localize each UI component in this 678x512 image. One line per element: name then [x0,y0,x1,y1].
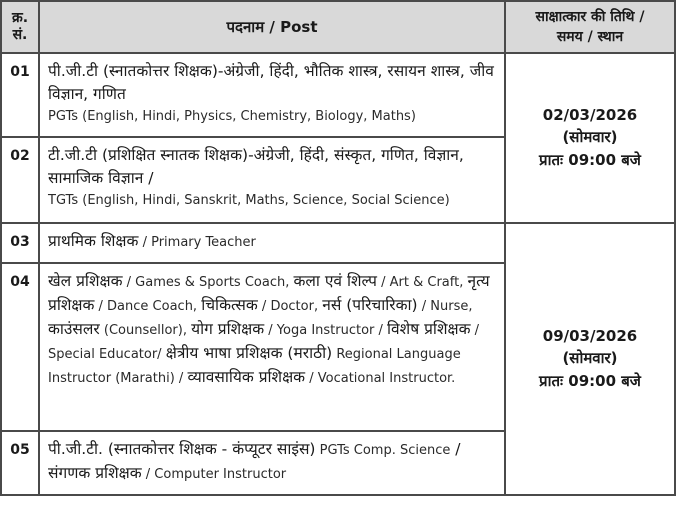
serial-number: 02 [1,137,39,223]
post-english: / Games & Sports Coach, [122,275,294,290]
post-hindi: टी.जी.टी (प्रशिक्षित स्नातक शिक्षक)-अंग्रेजी, हिंदी, संस्कृत, गणित, विज्ञान, सामाजिक विज्ञान / [48,146,464,187]
post-hindi: खेल प्रशिक्षक [48,272,123,290]
post-english: / Special Educator/ [48,323,480,362]
post-english: / Doctor, [257,299,323,314]
table-row [1,223,675,263]
post-english: TGTs (English, Hindi, Sanskrit, Maths, Science, Social Science) [48,193,450,208]
post-english: / Computer Instructor [141,467,287,482]
post-description [39,137,505,223]
header-serial-number [1,1,39,53]
interview-time: प्रातः 09:00 बजे [539,151,641,169]
header-post: पदनाम / Post [39,1,505,53]
post-hindi: / संगणक प्रशिक्षक [48,440,461,482]
post-hindi: व्यावसायिक प्रशिक्षक [187,368,306,386]
interview-date: 02/03/2026 [542,106,638,124]
post-english: Regional Language Instructor (Marathi) / [48,347,461,386]
interview-day: (सोमवार) [562,128,618,146]
header-serial-line-1: क्र. [11,10,29,26]
interview-time: प्रातः 09:00 बजे [539,372,641,390]
header-interview-date [505,1,675,53]
header-date-line-1: साक्षात्कार की तिथि / [535,9,645,25]
post-hindi: नर्स (परिचारिका) [322,296,418,314]
interview-schedule-cell [505,53,675,223]
table-row [1,53,675,137]
serial-number: 05 [1,431,39,495]
interview-date: 09/03/2026 [542,327,638,345]
post-hindi: कला एवं शिल्प [293,272,377,290]
post-description [39,431,505,495]
post-hindi: योग प्रशिक्षक [191,320,265,338]
post-hindi: नृत्य प्रशिक्षक [48,272,490,314]
table-header-row [1,1,675,53]
post-english: / Vocational Instructor. [305,371,456,386]
interview-schedule-cell [505,223,675,495]
post-hindi: विशेष प्रशिक्षक [387,320,471,338]
serial-number: 03 [1,223,39,263]
interview-day: (सोमवार) [562,349,618,367]
post-hindi: पी.जी.टी. (स्नातकोत्तर शिक्षक - कंप्यूटर साइंस) [48,440,316,458]
serial-number: 04 [1,263,39,431]
post-description [39,263,505,431]
post-description [39,53,505,137]
post-english: (Counsellor), [99,323,192,338]
header-serial-line-2: सं. [12,27,28,43]
post-hindi: चिकित्सक [201,296,258,314]
post-description [39,223,505,263]
post-english: / Yoga Instructor / [264,323,388,338]
post-english: / Primary Teacher [138,235,256,250]
post-hindi: क्षेत्रीय भाषा प्रशिक्षक (मराठी) [165,344,333,362]
post-hindi: पी.जी.टी (स्नातकोत्तर शिक्षक)-अंग्रेजी, हिंदी, भौतिक शास्त्र, रसायन शास्त्र, जीव विज्ञान, गणित [48,62,494,103]
post-english: / Dance Coach, [94,299,202,314]
post-english: / Nurse, [417,299,473,314]
header-date-line-2: समय / स्थान [556,29,624,45]
post-hindi: काउंसलर [48,320,100,338]
post-english: PGTs (English, Hindi, Physics, Chemistry, Biology, Maths) [48,109,416,124]
post-english: / Art & Craft, [376,275,468,290]
post-english: PGTs Comp. Science [315,443,451,458]
post-hindi: प्राथमिक शिक्षक [48,232,139,250]
serial-number: 01 [1,53,39,137]
